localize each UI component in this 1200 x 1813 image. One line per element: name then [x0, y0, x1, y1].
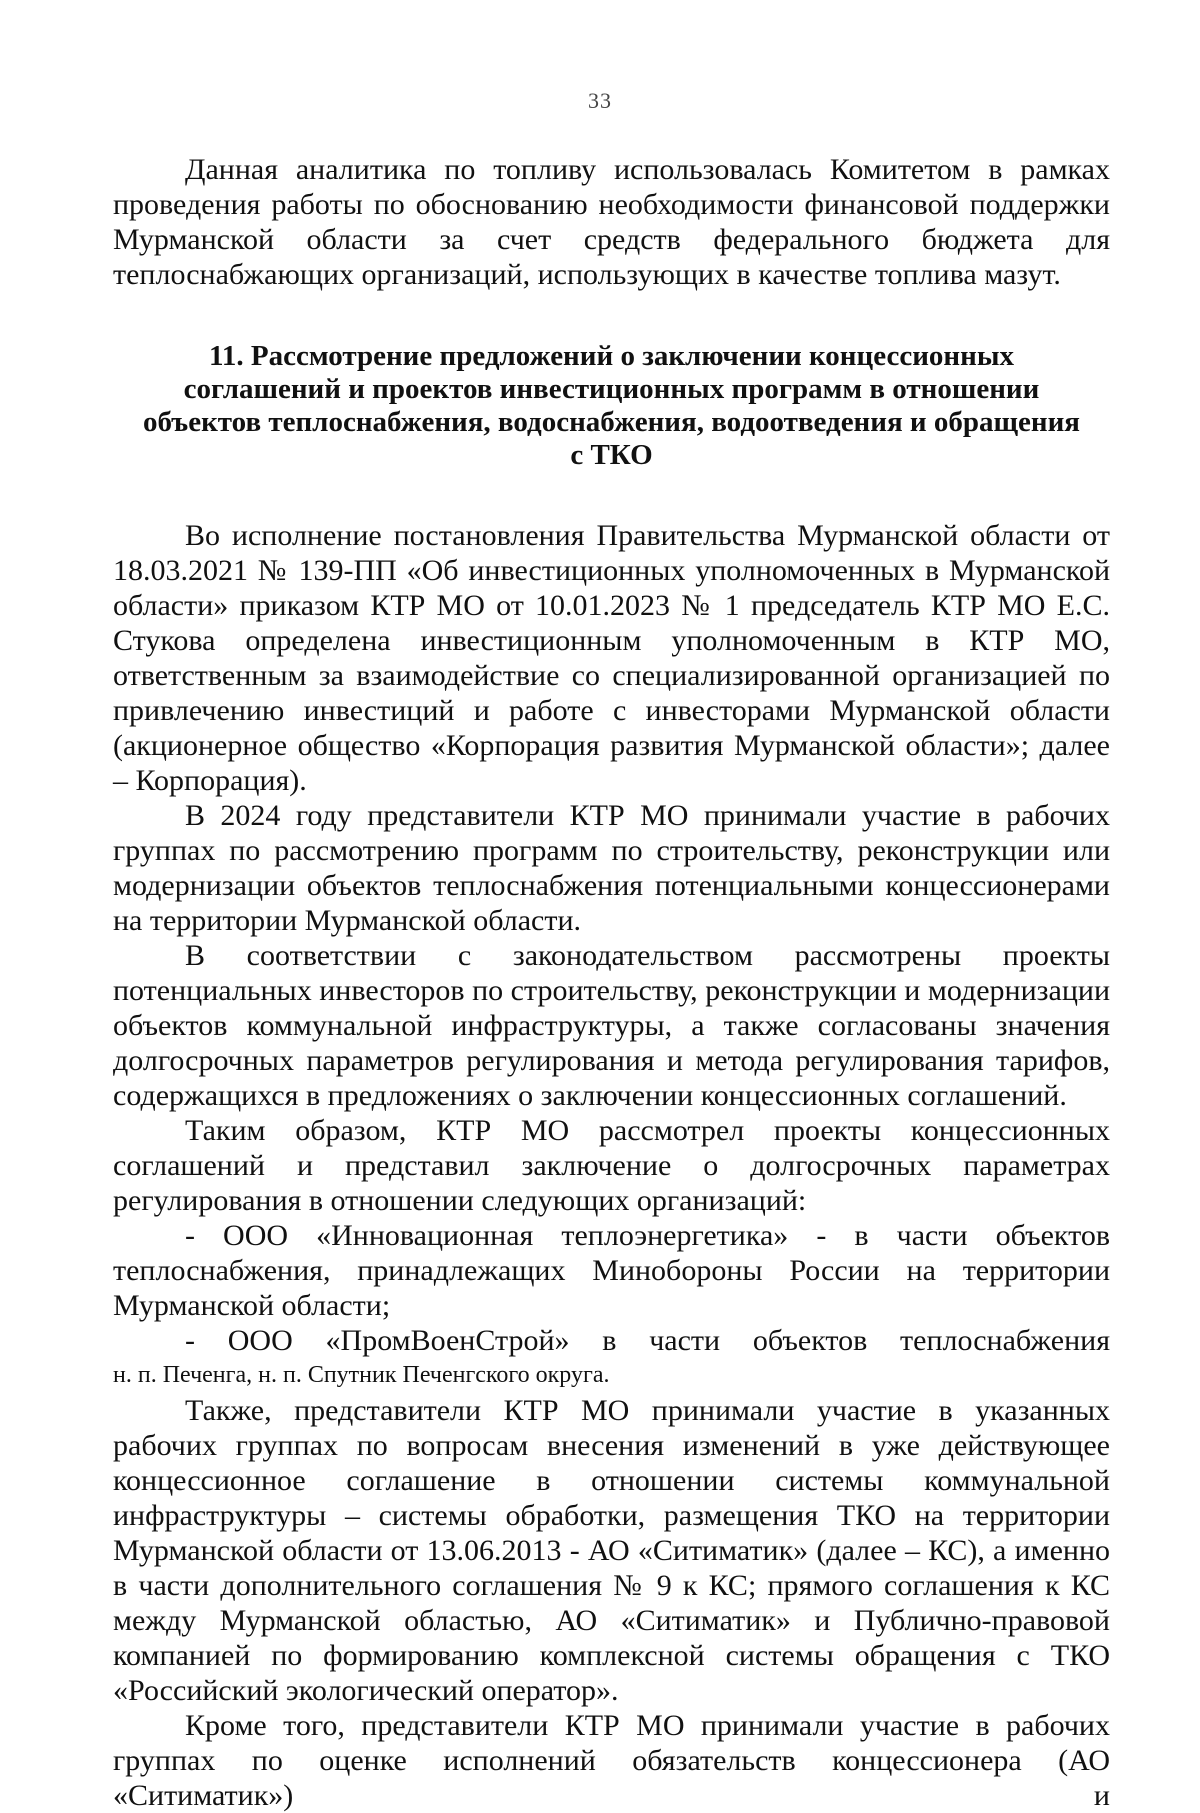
list-item-promvoenstroy: - ООО «ПромВоенСтрой» в части объектов теплоснабжения — [185, 1324, 1110, 1357]
paragraph-concessionaire-obligations: Кроме того, представители КТР МО принимали участие в рабочих группах по оценке исполнений обязательств концессионера (АО «Ситиматик») и — [113, 1709, 1110, 1812]
section-heading-line: соглашений и проектов инвестиционных программ в отношении — [183, 373, 1040, 405]
intro-paragraph: Данная аналитика по топливу использовалась Комитетом в рамках проведения работы по обоснованию необходимости финансовой поддержки Мурманской области за счет средств федерального бюджета для теплоснабжающих организаций, использующих в качестве топлива мазут. — [113, 153, 1110, 291]
list-item-innovation-heat: - ООО «Инновационная теплоэнергетика» - в части объектов теплоснабжения, принадлежащих Минобороны России на территории Мурманской области; — [113, 1219, 1110, 1322]
document-body — [113, 152, 1110, 1813]
paragraph-investment-commissioner: Во исполнение постановления Правительства Мурманской области от 18.03.2021 № 139-ПП «Об инвестиционных уполномоченных в Мурманской области» приказом КТР МО от 10.01.2023 № 1 председатель КТР МО Е.С. Стукова определена инвестиционным уполномоченным в КТР МО, ответственным за взаимодействие со специализированной организацией по привлечению инвестиций и работе с инвесторами Мурманской области (акционерное общество «Корпорация развития Мурманской области»; далее – Корпорация). — [113, 519, 1110, 797]
paragraph-working-groups-2024: В 2024 году представители КТР МО принимали участие в рабочих группах по рассмотрению программ по строительству, реконструкции или модернизации объектов теплоснабжения потенциальными концессионерами на территории Мурманской области. — [113, 799, 1110, 937]
section-heading — [113, 340, 1110, 472]
section-heading-line: объектов теплоснабжения, водоснабжения, водоотведения и обращения — [143, 406, 1080, 438]
list-item-promvoenstroy-tail: н. п. Печенга, н. п. Спутник Печенгского округа. — [113, 1362, 610, 1388]
page-number: 33 — [588, 88, 612, 113]
paragraph-projects-reviewed: В соответствии с законодательством рассмотрены проекты потенциальных инвесторов по строительству, реконструкции и модернизации объектов коммунальной инфраструктуры, а также согласованы значения долгосрочных параметров регулирования и метода регулирования тарифов, содержащихся в предложениях о заключении концессионных соглашений. — [113, 939, 1110, 1112]
paragraph-concession-conclusions: Таким образом, КТР МО рассмотрел проекты концессионных соглашений и представил заключение о долгосрочных параметрах регулирования в отношении следующих организаций: — [113, 1114, 1110, 1217]
section-heading-line: с ТКО — [570, 439, 653, 471]
section-heading-line: 11. Рассмотрение предложений о заключении концессионных — [209, 340, 1014, 372]
paragraph-citimatic-amendments: Также, представители КТР МО принимали участие в указанных рабочих группах по вопросам внесения изменений в уже действующее концессионное соглашение в отношении системы коммунальной инфраструктуры – системы обработки, размещения ТКО на территории Мурманской области от 13.06.2013 - АО «Ситиматик» (далее – КС), а именно в части дополнительного соглашения № 9 к КС; прямого соглашения к КС между Мурманской областью, АО «Ситиматик» и Публично-правовой компанией по формированию комплексной системы обращения с ТКО «Российский экологический оператор». — [113, 1394, 1110, 1707]
